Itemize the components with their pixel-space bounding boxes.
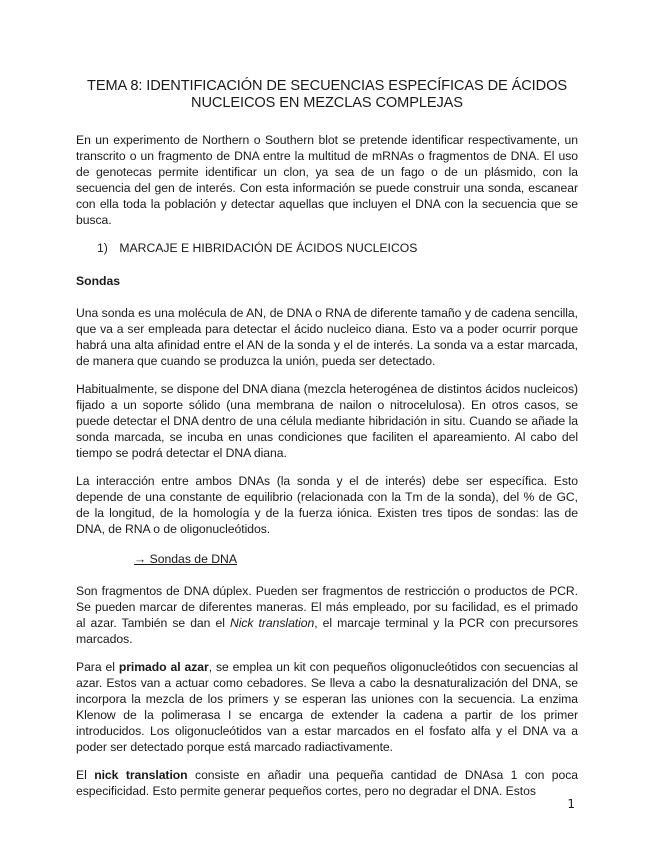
- section-heading-1: [76, 240, 578, 256]
- sondas-dna-paragraph-1: [76, 583, 578, 647]
- nick-translation-italic: Nick translation: [229, 616, 315, 630]
- sondas-dna-heading: [76, 551, 578, 567]
- page-title: TEMA 8: IDENTIFICACIÓN DE SECUENCIAS ESPECÍFICAS DE ÁCIDOS NUCLEICOS EN MEZCLAS COMPLEJAS: [87, 78, 567, 111]
- sondas-paragraph-1: Una sonda es una molécula de AN, de DNA o RNA de diferente tamaño y de cadena sencilla, que va a ser empleada para detectar el ácido nucleico diana. Esto va a poder ocurrir porque habrá una alta afinidad entre el AN de la sonda y el de interés. La sonda va a estar marcada, de manera que cuando se produzca la unión, pueda ser detectado.: [76, 306, 578, 368]
- primado-p-a: Para el: [76, 660, 119, 674]
- sondas-dna-p1-b: , el marcaje terminal y la PCR con precursores marcados.: [76, 616, 578, 646]
- sondas-dna-heading-text: → Sondas de DNA: [134, 552, 237, 566]
- sondas-heading: Sondas: [76, 274, 121, 288]
- primado-p-b: , se emplea un kit con pequeños oligonucleótidos con secuencias al azar. Estos van a actuar como cebadores. Se lleva a cabo la desnaturalización del DNA, se incorpora la mezcla de los primers y se esperan las uniones con la secuencia. La enzima Klenow de la polimerasa I se encarga de extender la cadena a partir de los primer introducidos. Los oligonucleótidos van a estar marcados en el fosfato alfa y el DNA va a poder ser detectado porque está marcado radiactivamente.: [76, 660, 578, 754]
- nick-translation-paragraph: [76, 767, 578, 799]
- intro-paragraph: En un experimento de Northern o Southern blot se pretende identificar respectivamente, un transcrito o un fragmento de DNA entre la multitud de mRNAs o fragmentos de DNA. El uso de genotecas permite identificar un clon, ya sea de un fago o de un plásmido, con la secuencia del gen de interés. Con esta información se puede construir una sonda, escanear con ella toda la población y detectar aquellas que incluyen el DNA con la secuencia que se busca.: [76, 133, 578, 227]
- page-content: [76, 78, 578, 811]
- sondas-paragraph-2: Habitualmente, se dispone del DNA diana (mezcla heterogénea de distintos ácidos nucleicos) fijado a un soporte sólido (una membrana de nailon o nitrocelulosa). En otros casos, se puede detectar el DNA dentro de una célula mediante hibridación in situ. Cuando se añade la sonda marcada, se incuba en unas condiciones que faciliten el apareamiento. Al cabo del tiempo se podrá detectar el DNA diana.: [76, 382, 578, 460]
- primado-bold: primado al azar: [118, 660, 209, 674]
- nick-bold: nick translation: [94, 768, 188, 782]
- primado-paragraph: [76, 659, 578, 755]
- sondas-dna-p1-a: Son fragmentos de DNA dúplex. Pueden ser fragmentos de restricción o productos de PCR. Se pueden marcar de diferentes maneras. El más empleado, por su facilidad, es el primado al azar. También se dan el: [76, 584, 578, 630]
- section-title: MARCAJE E HIBRIDACIÓN DE ÁCIDOS NUCLEICOS: [119, 241, 418, 255]
- nick-p-b: consiste en añadir una pequeña cantidad de DNAsa 1 con poca especificidad. Esto permite generar pequeños cortes, pero no degradar el DNA. Estos: [76, 768, 578, 798]
- page-number: 1: [567, 797, 575, 811]
- nick-p-a: El: [76, 768, 95, 782]
- sondas-paragraph-3: La interacción entre ambos DNAs (la sonda y el de interés) debe ser específica. Esto depende de una constante de equilibrio (relacionada con la Tm de la sonda), del % de GC, de la longitud, de la homología y de la fuerza iónica. Existen tres tipos de sondas: las de DNA, de RNA o de oligonucleótidos.: [76, 474, 578, 536]
- section-number: 1): [97, 241, 108, 255]
